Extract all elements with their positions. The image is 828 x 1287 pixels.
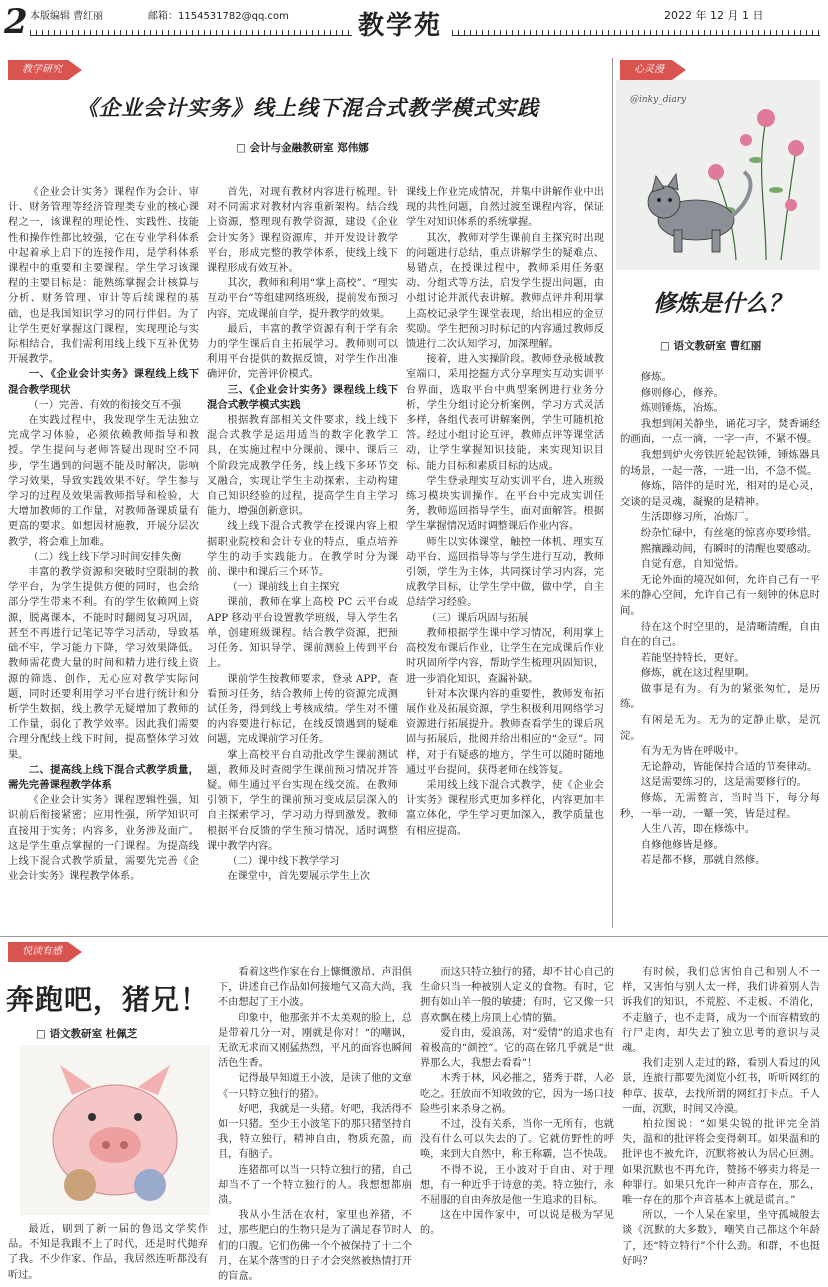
paragraph: 师生以实体课堂，触控一体机、理实互动平台、巡回指导等与学生进行互动，教师引领，学生为主体，共同探讨学习内容，完成教学目标，让学生学中做，做中学，自主总结学习经验。 — [406, 536, 604, 609]
article1-column-3 — [406, 185, 604, 839]
poem-line: 生活即修习所，冶炼厂。 — [640, 511, 756, 524]
paragraph: 有时候，我们总害怕自己和别人不一样，又害怕与别人太一样，我们讲着别人告诉我们的知识，不荒腔、不走板、不消化，不走脑子，也不走肾，成为一个而容精致的行尸走肉，却失去了独立思考的意识与灵魂。 — [622, 967, 820, 1055]
section-heading: 三、《企业会计实务》课程线上线下混合式教学模式实践 — [207, 383, 398, 411]
article1-column-1 — [8, 185, 199, 884]
paragraph: 其次，教师和利用“掌上高校”、“理实互动平台”等组建网络班级，提前发布预习内容，完成课前自学，提升教学的效果。 — [207, 278, 398, 320]
section-tag-reading: 悦读有感 — [8, 942, 68, 962]
paragraph: 接着，进入实操阶段。教师登录极域教室端口，采用挖掘方式分享理实互动实训平台界面，选取平台中典型案例进行业务分析，学生分组讨论分析案例，学习方式灵活多样，各组代表可讲解案例，学生可随机抢答。经过小组讨论互评，教师点评等课堂活动，让学生掌握知识技能，来实现知识目标、能力目标和素质目标的达成。 — [406, 354, 604, 472]
poem-line: 修则修心，修养。 — [640, 386, 724, 399]
paragraph: 掌上高校平台自动批改学生课前测试题，教师及时查阅学生课前预习情况并答疑。师生通过平台实现在线交流。在教师引领下，学生的课前预习变成层层深入的自主探索学习，学习动力得到激发。教师根据平台反馈的学生预习情况，适时调整课中教学内容。 — [207, 749, 398, 852]
paragraph: 好吧，我就是一头猪。好吧，我活得不如一只猪。至少王小波笔下的那只猪坚持自我，特立独行，精神自由，物质充盈，而且，有脑子。 — [218, 1103, 412, 1161]
poem-line: 若能坚持特长，更好。 — [640, 651, 745, 664]
paragraph: 木秀于林，风必摧之，猪秀于群，人必吃之。狂放而不知收敛的它，因为一场口技险些引来杀身之祸。 — [420, 1073, 614, 1115]
poem-line: 修炼，陪伴的是时光，相对的是心灵，交谈的是灵魂，凝聚的是精神。 — [620, 480, 820, 508]
paragraph: 我从小生活在农村，家里也养猪，不过，那些肥白的生物只是为了满足春节时人们的口腹。它们伤佛一个个被保持了十二个月，在某个落雪的日子才会突然被热情打开的盲盒。 — [218, 1210, 412, 1283]
article2-byline: □ 语文教研室 曹红丽 — [660, 338, 761, 353]
article1-title: 《企业会计实务》线上线下混合式教学模式实践 — [77, 95, 539, 120]
poem-line: 炼则锤炼，冶炼。 — [640, 402, 724, 415]
column-divider — [612, 58, 613, 928]
article1-byline: □ 会计与金融教研室 郑伟娜 — [236, 140, 369, 155]
article3-column-4 — [622, 965, 820, 1269]
paragraph: 课前学生按教师要求，登录 APP，查看预习任务，结合教师上传的资源完成测试任务，得到线上考核成绩。学生对不懂的内容要进行标记，在线反馈遇到的疑难问题，完成课前学习任务。 — [207, 673, 398, 746]
illustration-watermark: @inky_diary — [630, 95, 687, 105]
paragraph: 《企业会计实务》课程作为会计、审计、财务管理等经济管理类专业的核心课程之一，该课程的理论性、实践性、技能性和操作性都比较强，它在专业学科体系中起着承上启下的连接作用，是学科体系课程中的重要和主要课程。学生学习该课程的主要目标是：能熟练掌握会计核算与分析、财务管理、审计等后续课程的基础，也是我国知识学习的同行伴侣。为了让学生更好掌握这门课程，实现理论与实际相结合，我们需利用线上线下互补优势开展教学。 — [8, 187, 199, 366]
paragraph: 不过，没有关系，当你一无所有，也就没有什么可以失去的了。它就仿野性的呼唤，来到大自然中，称王称霸，岂不快哉。 — [420, 1119, 614, 1161]
poem-line: 修炼，无需赘言，当时当下，每分每秒，一举一动，一颦一笑，皆是过程。 — [620, 792, 820, 820]
paragraph: 不得不说，王小波对于自由、对于理想，有一种近乎于诗意的美。特立独行，永不屈服的自由奔放是他一生追求的目标。 — [420, 1164, 614, 1207]
poem-line: 待在这个时空里的，是清晰清醒，自由自在的自己。 — [620, 620, 820, 649]
poem-line: 这是需要练习的，这是需要修行的。 — [640, 776, 808, 789]
paragraph: 在课堂中，首先要展示学生上次 — [227, 871, 371, 883]
cat-flower-illustration — [616, 80, 820, 270]
page-header — [0, 0, 828, 44]
editor-email: 邮箱：1154531782@qq.com — [148, 11, 289, 22]
poem-line: 自修他修皆是修。 — [640, 838, 724, 851]
poem-line: 熙攘躁动间，有瞬时的清醒也要感动。 — [640, 542, 818, 555]
paragraph: 《企业会计实务》课程逻辑性强，知识前后衔接紧密；应用性强，所学知识可直接用于实务；内容多，业务涉及面广。这是学生重点掌握的一门课程。为提高线上线下混合式教学质量，需要先完善《企业会计实务》课程教学体系。 — [8, 795, 199, 883]
paragraph: 印象中，他那张并不太美观的脸上，总是带着几分一对，刚就是你对！“的嘲讽，无欲无求而又刚猛热烈，平凡的面容也瞬间活色生香。 — [218, 1012, 412, 1070]
page-number: 2 — [4, 2, 28, 42]
header-ruler-right — [452, 24, 820, 36]
paragraph: 线上线下混合式教学在授课内容上根据职业院校和会计专业的特点，重点培养学生的动手实践能力。在教学时分为课前、课中和课后三个环节。 — [207, 521, 398, 579]
article3-byline: □ 语文教研室 杜佩芝 — [36, 1026, 137, 1041]
poem-line: 自觉有意，自知觉悟。 — [640, 558, 745, 571]
paragraph: 柏拉图说：“如果尖锐的批评完全消失，温和的批评将会变得刺耳。如果温和的批评也不被允许，沉默将被认为居心叵测。如果沉默也不再允许，赞扬不够卖力将是一种罪行。如果只允许一种声音存在，那么，唯一存在的那个声音基本上就是谎言。” — [622, 1119, 820, 1207]
section-heading: 二、提高线上线下混合式教学质量，需先完善课程教学体系 — [8, 763, 199, 791]
poem-line: 有为无为皆在呼吸中。 — [640, 745, 745, 758]
paragraph: 连猪都可以当一只特立独行的猪，自己却当不了一个特立独行的人。我想想都崩溃。 — [218, 1164, 412, 1207]
paragraph: （一）课前线上自主探究 — [227, 582, 340, 594]
paragraph: 在实践过程中，我发现学生无法独立完成学习体验，必须依赖教师指导和教授。学生提问与老师答疑出现时空不同步，学生遇到的问题不能及时解决，影响学习效果，导致实践效果不好。学生参与学习的过程及效果需教师指导和检验，大大增加教师的工作量，对教师备课质量有更高的要求。如想因材施教，开展分层次教学，将会难上加难。 — [8, 415, 199, 548]
poem-line: 纷杂忙碌中，有丝毫的惊喜亦要珍惜。 — [640, 526, 818, 539]
section-tag-feelings: 心灵漫 — [620, 60, 672, 80]
paragraph: 课前，教师在掌上高校 PC 云平台或 APP 移动平台设置教学班级，导入学生名单，创建班级课程。结合教学资源，把预习任务、知识导学、课前测验上传到平台上。 — [207, 597, 398, 670]
paragraph: 其次，教师对学生课前自主探究时出现的问题进行总结，重点讲解学生的疑难点、易错点，在授课过程中，教师采用任务驱动、分组式等方法，启发学生提出问题，由小组讨论并派代表讲解。教师点评并利用掌上高校记录学生课堂表现，给出相应的金豆奖励。学生把预习时标记的内容通过教师反馈进行二次认知学习，加深理解。 — [406, 232, 604, 351]
header-ruler-left — [30, 24, 352, 36]
paragraph: 针对本次课内容的重要性，教师发布拓展作业及拓展资源，学生积极利用网络学习资源进行拓展提升。教师查看学生的课后巩固与拓展后，批阅并给出相应的“金豆”。同样，对于有疑惑的地方，学生可以随时随地通过平台提问，获得老师在线答复。 — [406, 688, 604, 776]
poem-line: 我想到炉火旁铁匠轮起铁锤，锤炼器具的场景，一起一落，一进一出，不急不慌。 — [620, 448, 820, 477]
paragraph: 根据教育部相关文件要求，线上线下混合式教学是运用适当的数字化教学工具，在实施过程中分课前、课中、课后三个阶段完成教学任务，线上线下多环节交叉融合，实现让学生主动探索、主动构建自己知识经验的过程，提高学生自主学习能力，增强创新意识。 — [207, 415, 398, 518]
section-heading: 一、《企业会计实务》课程线上线下混合教学现状 — [8, 368, 199, 396]
section-divider — [0, 936, 828, 937]
poem-line: 无论外面的境况如何，允许自己有一平米的静心空间，允许自己有一刻钟的休息时间。 — [620, 573, 820, 617]
paragraph: （二）线上线下学习时间安排失衡 — [28, 551, 182, 563]
paragraph: 看着这些作家在台上慷慨激昂、声泪俱下，讲述自己作品如何接地气又高大尚，我不由想起了王小波。 — [218, 967, 412, 1009]
editor-credit: 本版编辑 曹红丽 — [30, 11, 104, 22]
masthead: 教学苑 — [358, 11, 443, 41]
issue-date: 2022 年 12 月 1 日 — [664, 9, 764, 22]
poem-line: 做事是有为。有为的紧张匆忙，是历练。 — [620, 682, 820, 711]
poem-line: 修炼。 — [640, 371, 672, 383]
poem-line: 无论静动，皆能保持合适的节奏律动。 — [640, 760, 818, 773]
paragraph: 这在中国作家中，可以说是极为罕见的。 — [420, 1210, 614, 1237]
article3-title: 奔跑吧，猪兄！ — [6, 983, 210, 1016]
paragraph: 首先，对现有教材内容进行梳理。针对不同需求对教材内容重新架构。结合线上资源，整理现有教学资源，建设《企业会计实务》课程资源库，并开发设计教学平台，形成完整的教学体系，使线上线下课程形成有效互补。 — [207, 187, 398, 275]
paragraph: 丰富的教学资源和突破时空限制的教学平台，为学生提供方便的同时，也会给部分学生带来不利。有的学生依赖网上资源，脱离课本，不能时时翻阅复习巩固，甚至不再进行记笔记等学习活动，导致基础不牢，学习能力下降，学习效果降低。教师需花费大量的时间和精力进行线上资源的筛选、创作，无心应对教学实际问题，同时还要利用学习平台进行统计和分析学生数据，线上教学无疑增加了教师的工作量，弱化了教学效率。因此我们需要合理分配线上线下时间，提高整体学习效果。 — [8, 567, 199, 761]
paragraph: 学生登录理实互动实训平台，进入班级练习模块实训操作。在平台中完成实训任务，教师巡回指导学生，面对面解答。根据学生掌握情况适时调整课后作业内容。 — [406, 475, 604, 533]
paragraph: 采用线上线下混合式教学，使《企业会计实务》课程形式更加多样化，内容更加丰富立体化，学生学习更加深入，教学质量也有相应提高。 — [406, 779, 604, 837]
paragraph: 所以，一个人呆在家里，坐守孤城般去谈《沉默的大多数》，嘲笑自己都这个年龄了，还“特立特行”个什么劲。和群，不也挺好吗？ — [622, 1210, 820, 1267]
poem-line: 有闲是无为。无为的定静止歇，是沉淀。 — [620, 714, 820, 742]
article2-title: 修炼是什么？ — [653, 290, 791, 317]
article3-column-3 — [420, 965, 614, 1239]
article3-column-1 — [8, 1222, 208, 1283]
poem-line: 人生八苦，即在修炼中。 — [640, 823, 756, 836]
paragraph: 我们走别人走过的路，看别人看过的风景，连旅行都要先浏览小红书，听听网红的种草、拔草，去找所谓的网红打卡点。千人一面，沉默，时间又冷漠。 — [622, 1058, 820, 1115]
paragraph: 教师根据学生课中学习情况，利用掌上高校发布课后作业，让学生在完成课后作业时巩固所学内容，帮助学生梳理巩固知识，进一步消化知识，查漏补缺。 — [406, 627, 604, 685]
poem-line: 我想到闲关静坐，诵花习字，焚香诵经的画面，一点一滴，一字一声，不紧不慢。 — [620, 417, 820, 446]
paragraph: （三）课后巩固与拓展 — [426, 612, 529, 624]
paragraph: （一）完善、有效的衔接交互不强 — [28, 399, 182, 411]
paragraph: 最近，刷到了新一届的鲁迅文学奖作品。不知是我跟不上了时代，还是时代抛弃了我。不少作家、作品，我居然连听都没有听过。 — [8, 1224, 208, 1281]
paragraph: 课线上作业完成情况，并集中讲解作业中出现的共性问题，自然过渡至课程内容，保证学生对知识体系的系统掌握。 — [406, 187, 604, 229]
pig-illustration — [20, 1045, 210, 1215]
article3-column-2 — [218, 965, 412, 1284]
section-tag-teaching-research: 教学研究 — [8, 60, 68, 80]
poem-line: 若是都不修，那就自然修。 — [640, 854, 766, 867]
article1-column-2 — [207, 185, 398, 884]
poem-line: 修炼，就在这过程里啊。 — [640, 667, 756, 680]
paragraph: （二）课中线下教学学习 — [227, 855, 340, 867]
article2-body — [620, 370, 820, 869]
paragraph: 而这只特立独行的猪，却不甘心自己的生命只当一种被别人定义的食物。有时，它拥有如山羊一般的敏捷；有时，它又像一只喜欢飘在楼上房顶上心情的猫。 — [420, 967, 614, 1024]
paragraph: 最后，丰富的教学资源有利于学有余力的学生课后自主拓展学习。教师则可以利用平台提供的数据反馈，对学生作出准确评价，完善评价模式。 — [207, 323, 398, 381]
paragraph: 记得最早知道王小波，是读了他的文章《一只特立独行的猪》。 — [218, 1073, 412, 1100]
paragraph: 爱自由，爱浪荡，对“爱情”的追求也有着极高的“颜控”。它的高在铭几乎就是“世界那么大，我想去看看”！ — [420, 1027, 614, 1070]
